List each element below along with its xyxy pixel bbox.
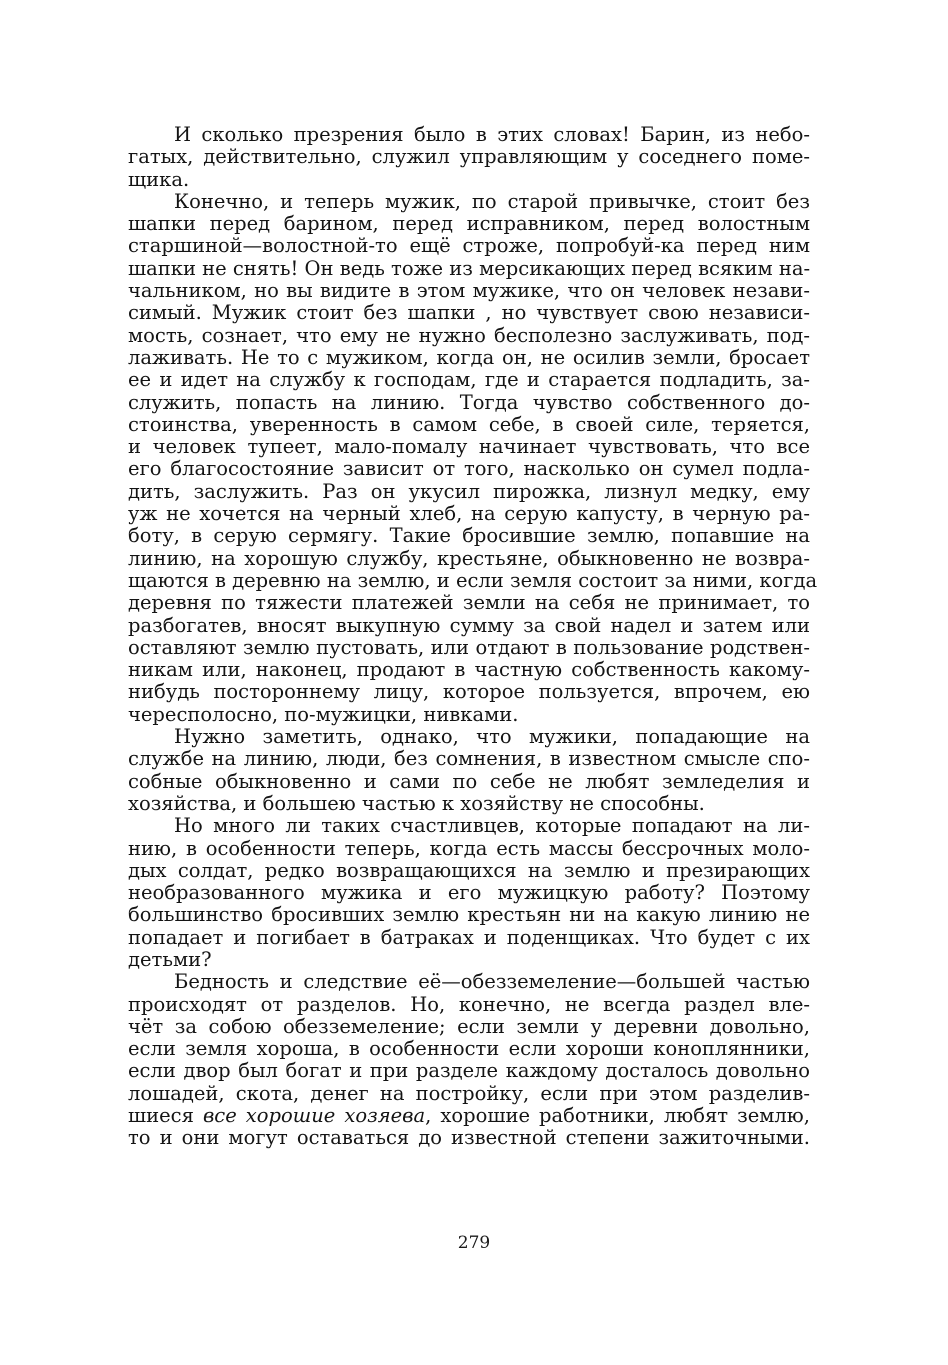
text-line: чальником, но вы видите в этом мужике, что он человек незави- [128,279,810,303]
text-line: гатых, действительно, служил управляющим у соседнего поме- [128,145,810,169]
text-line: и человек тупеет, мало-помалу начинает чувствовать, что все [128,435,810,459]
text-line: щаются в деревню на землю, и если земля состоит за ними, когда [128,568,818,592]
body-text [128,123,818,1150]
text-line: служить, попасть на линию. Тогда чувство собственного до- [128,390,810,414]
text-line: чересполосно, по-мужицки, нивками. [128,702,519,726]
text-line: необразованного мужика и его мужицкую работу? Поэтому [128,881,810,905]
text-line: старшиной—волостной-то ещё строже, попробуй-ка перед ним [128,234,810,258]
text-line: дить, заслужить. Раз он укусил пирожка, лизнул медку, ему [128,479,810,503]
text-line: его благосостояние зависит от того, насколько он сумел подла- [128,457,810,481]
text-line: службе на линию, люди, без сомнения, в известном смысле спо- [128,747,810,771]
text-line: если двор был богат и при разделе каждому досталось довольно [128,1059,810,1083]
text-line [128,1105,810,1127]
text-line: мость, сознает, что ему не нужно бесполезно заслуживать, под- [128,323,810,347]
text-line: симый. Мужик стоит без шапки , но чувствует свою независи- [128,301,810,325]
text-line: шапки не снять! Он ведь тоже из мерсикающих перед всяким на- [128,256,811,280]
text-line: боту, в серую сермягу. Такие бросившие землю, попавшие на [128,524,810,548]
text-line: чёт за собою обезземеление; если земли у деревни довольно, [128,1014,810,1038]
text-line: щика. [128,167,190,191]
text-line: то и они могут оставаться до известной степени зажиточными. [128,1126,810,1150]
text-line: линию, на хорошую службу, крестьяне, обыкновенно не возвра- [128,546,810,570]
text-line: шапки перед барином, перед исправником, перед волостным [128,212,810,236]
text-line: собные обыкновенно и сами по себе не любят земледелия и [128,769,810,793]
text-line: нибудь постороннему лицу, которое пользуется, впрочем, ею [128,680,810,704]
text-segment: , хорошие работники, любят землю, [425,1104,810,1128]
text-line: деревня по тяжести платежей земли на себя не принимает, то [128,591,810,615]
text-line: Конечно, и теперь мужик, по старой привычке, стоит без [174,189,810,213]
text-line: лошадей, скота, денег на постройку, если при этом разделив- [128,1081,810,1105]
text-line: разбогатев, вносят выкупную сумму за свой надел и затем или [128,613,810,637]
text-line: Нужно заметить, однако, что мужики, попадающие на [174,725,810,749]
text-line: попадает и погибает в батраках и поденщиках. Что будет с их [128,925,810,949]
text-line: Бедность и следствие её—обезземеление—большей частью [174,970,810,994]
text-line: если земля хороша, в особенности если хороши коноплянники, [128,1037,810,1061]
text-segment: шиеся [128,1104,203,1128]
page-number: 279 [457,1233,491,1253]
text-line: хозяйства, и большею частью к хозяйству не способны. [128,791,705,815]
text-line: лаживать. Не то с мужиком, когда он, не осилив земли, бросает [128,345,810,369]
text-line: Но много ли таких счастливцев, которые попадают на ли- [174,814,810,838]
text-line: уж не хочется на черный хлеб, на серую капусту, в черную ра- [128,502,810,526]
text-line: детьми? [128,947,212,971]
text-line: большинство бросивших землю крестьян ни на какую линию не [128,903,810,927]
text-line: ее и идет на службу к господам, где и старается подладить, за- [128,368,810,392]
text-line: стоинства, уверенность в самом себе, в своей силе, теряется, [128,412,810,436]
italic-phrase: все хорошие хозяева [202,1104,426,1128]
text-line: происходят от разделов. Но, конечно, не всегда раздел вле- [128,992,810,1016]
text-line: дых солдат, редко возвращающихся на землю и презирающих [128,858,810,882]
text-line: оставляют землю пустовать, или отдают в пользование родствен- [128,635,810,659]
text-line: никам или, наконец, продают в частную собственность какому- [128,658,810,682]
text-line: нию, в особенности теперь, когда есть массы бессрочных моло- [128,836,810,860]
text-line: И сколько презрения было в этих словах! Барин, из небо- [174,123,810,146]
